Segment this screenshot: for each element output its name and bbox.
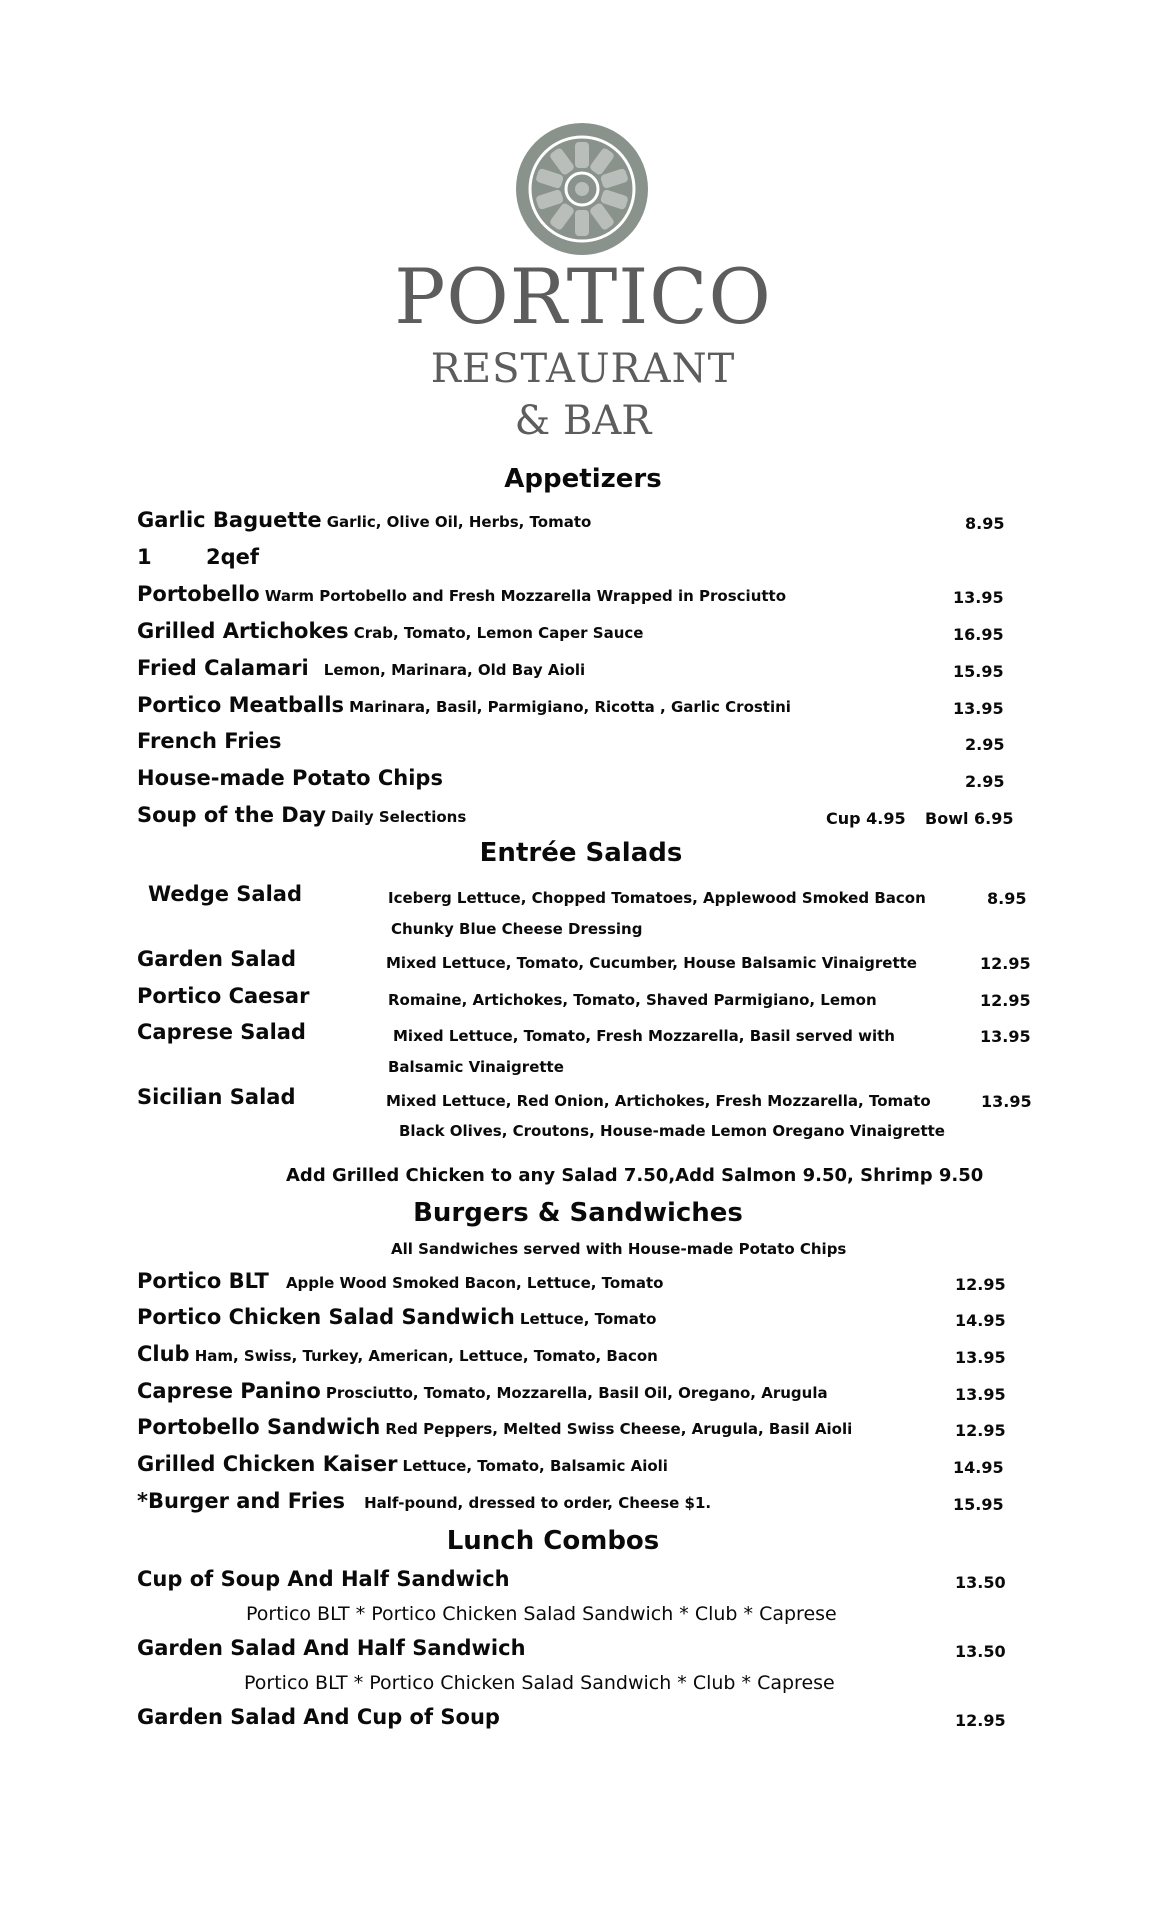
item-name: Soup of the Day: [137, 803, 326, 827]
item-price: 12.95: [955, 1711, 1006, 1730]
menu-item: [137, 1269, 663, 1293]
item-name: Garden Salad: [137, 947, 296, 971]
item-name: Grilled Artichokes: [137, 619, 349, 643]
item-desc: Crab, Tomato, Lemon Caper Sauce: [353, 624, 644, 642]
item-options: Portico BLT * Portico Chicken Salad Sandwich * Club * Caprese: [244, 1672, 835, 1694]
item-desc: Red Peppers, Melted Swiss Cheese, Arugula, Basil Aioli: [385, 1420, 853, 1438]
appetizers-title: Appetizers: [504, 464, 662, 494]
item-name: Portico Caesar: [137, 984, 310, 1008]
menu-item: [137, 1489, 711, 1513]
item-desc: Garlic, Olive Oil, Herbs, Tomato: [326, 513, 592, 531]
item-options: Portico BLT * Portico Chicken Salad Sandwich * Club * Caprese: [246, 1603, 837, 1625]
salad-addons-note: Add Grilled Chicken to any Salad 7.50,Add Salmon 9.50, Shrimp 9.50: [286, 1165, 984, 1186]
item-name: Caprese Panino: [137, 1379, 321, 1403]
salads-title: Entrée Salads: [479, 838, 683, 868]
item-desc: Half-pound, dressed to order, Cheese $1.: [364, 1494, 712, 1512]
item-desc: Lettuce, Tomato: [519, 1310, 657, 1328]
item-desc: Lettuce, Tomato, Balsamic Aioli: [402, 1457, 668, 1475]
brand-line-restaurant: RESTAURANT: [430, 346, 736, 392]
item-desc: Chunky Blue Cheese Dressing: [391, 920, 643, 938]
item-desc: Mixed Lettuce, Red Onion, Artichokes, Fresh Mozzarella, Tomato: [386, 1092, 931, 1110]
burgers-title: Burgers & Sandwiches: [413, 1198, 743, 1228]
item-name: Portico Chicken Salad Sandwich: [137, 1305, 515, 1329]
rosette-logo-icon: [515, 122, 649, 256]
item-price: 13.95: [980, 1027, 1031, 1046]
item-price: 12.95: [955, 1275, 1006, 1294]
item-price: 8.95: [965, 514, 1005, 533]
item-name: French Fries: [137, 729, 282, 753]
item-desc: Mixed Lettuce, Tomato, Fresh Mozzarella, Basil served with: [393, 1027, 895, 1045]
item-desc: Mixed Lettuce, Tomato, Cucumber, House Balsamic Vinaigrette: [386, 954, 917, 972]
item-desc: Romaine, Artichokes, Tomato, Shaved Parmigiano, Lemon: [388, 991, 877, 1009]
item-name: Wedge Salad: [148, 882, 302, 906]
item-price: 8.95: [987, 889, 1027, 908]
item-desc: Daily Selections: [331, 808, 467, 826]
item-name: Sicilian Salad: [137, 1085, 296, 1109]
item-price: 13.95: [953, 588, 1004, 607]
item-desc: Iceberg Lettuce, Chopped Tomatoes, Applewood Smoked Bacon: [388, 889, 926, 907]
item-desc: Prosciutto, Tomato, Mozzarella, Basil Oil, Oregano, Arugula: [325, 1384, 828, 1402]
item-name: *Burger and Fries: [137, 1489, 346, 1513]
item-desc: Lemon, Marinara, Old Bay Aioli: [323, 661, 586, 679]
item-price: 2.95: [965, 772, 1005, 791]
item-price: 13.95: [955, 1385, 1006, 1404]
item-price-bowl: Bowl 6.95: [925, 809, 1014, 828]
item-name: Cup of Soup And Half Sandwich: [137, 1567, 510, 1591]
item-price: 12.95: [955, 1421, 1006, 1440]
item-name: Portobello Sandwich: [137, 1415, 381, 1439]
menu-item: [137, 693, 791, 717]
item-name: Portobello: [137, 582, 260, 606]
item-price: 14.95: [953, 1458, 1004, 1477]
menu-item: [137, 1415, 852, 1439]
menu-item: [137, 656, 585, 680]
item-price-cup: Cup 4.95: [826, 809, 906, 828]
item-name: Fried Calamari: [137, 656, 309, 680]
menu-item: [137, 1379, 828, 1403]
item-name: House-made Potato Chips: [137, 766, 443, 790]
item-price: 13.50: [955, 1573, 1006, 1592]
item-price: 2.95: [965, 735, 1005, 754]
item-desc: Black Olives, Croutons, House-made Lemon Oregano Vinaigrette: [399, 1122, 945, 1140]
item-name: Garlic Baguette: [137, 508, 322, 532]
menu-item: [137, 1342, 658, 1366]
item-price: 15.95: [953, 1495, 1004, 1514]
item-price: 12.95: [980, 991, 1031, 1010]
item-name: Garden Salad And Half Sandwich: [137, 1636, 526, 1660]
burgers-subtitle: All Sandwiches served with House-made Potato Chips: [391, 1240, 847, 1258]
item-name: Club: [137, 1342, 190, 1366]
item-price: 14.95: [955, 1311, 1006, 1330]
menu-item: [137, 619, 643, 643]
item-desc: Balsamic Vinaigrette: [388, 1058, 564, 1076]
item-price: 13.95: [955, 1348, 1006, 1367]
item-price: 13.95: [953, 699, 1004, 718]
menu-item: [137, 582, 786, 606]
item-desc: Apple Wood Smoked Bacon, Lettuce, Tomato: [285, 1274, 664, 1292]
item-name: Grilled Chicken Kaiser: [137, 1452, 398, 1476]
brand-name: PORTICO: [394, 252, 772, 341]
item-price: 16.95: [953, 625, 1004, 644]
item-price: 13.95: [981, 1092, 1032, 1111]
stray-text: 2qef: [206, 545, 260, 569]
item-name: Portico Meatballs: [137, 693, 345, 717]
item-desc: Warm Portobello and Fresh Mozzarella Wrapped in Prosciutto: [264, 587, 787, 605]
menu-item: [137, 803, 466, 827]
item-desc: Ham, Swiss, Turkey, American, Lettuce, Tomato, Bacon: [194, 1347, 658, 1365]
stray-text: 1: [137, 545, 152, 569]
item-desc: Marinara, Basil, Parmigiano, Ricotta , Garlic Crostini: [349, 698, 791, 716]
item-price: 15.95: [953, 662, 1004, 681]
item-name: Portico BLT: [137, 1269, 269, 1293]
menu-item: [137, 508, 591, 532]
brand-line-bar: & BAR: [514, 398, 652, 444]
menu-item: [137, 1452, 668, 1476]
item-name: Caprese Salad: [137, 1020, 306, 1044]
combos-title: Lunch Combos: [446, 1526, 660, 1556]
item-price: 13.50: [955, 1642, 1006, 1661]
menu-item: [137, 1305, 656, 1329]
item-name: Garden Salad And Cup of Soup: [137, 1705, 500, 1729]
item-price: 12.95: [980, 954, 1031, 973]
